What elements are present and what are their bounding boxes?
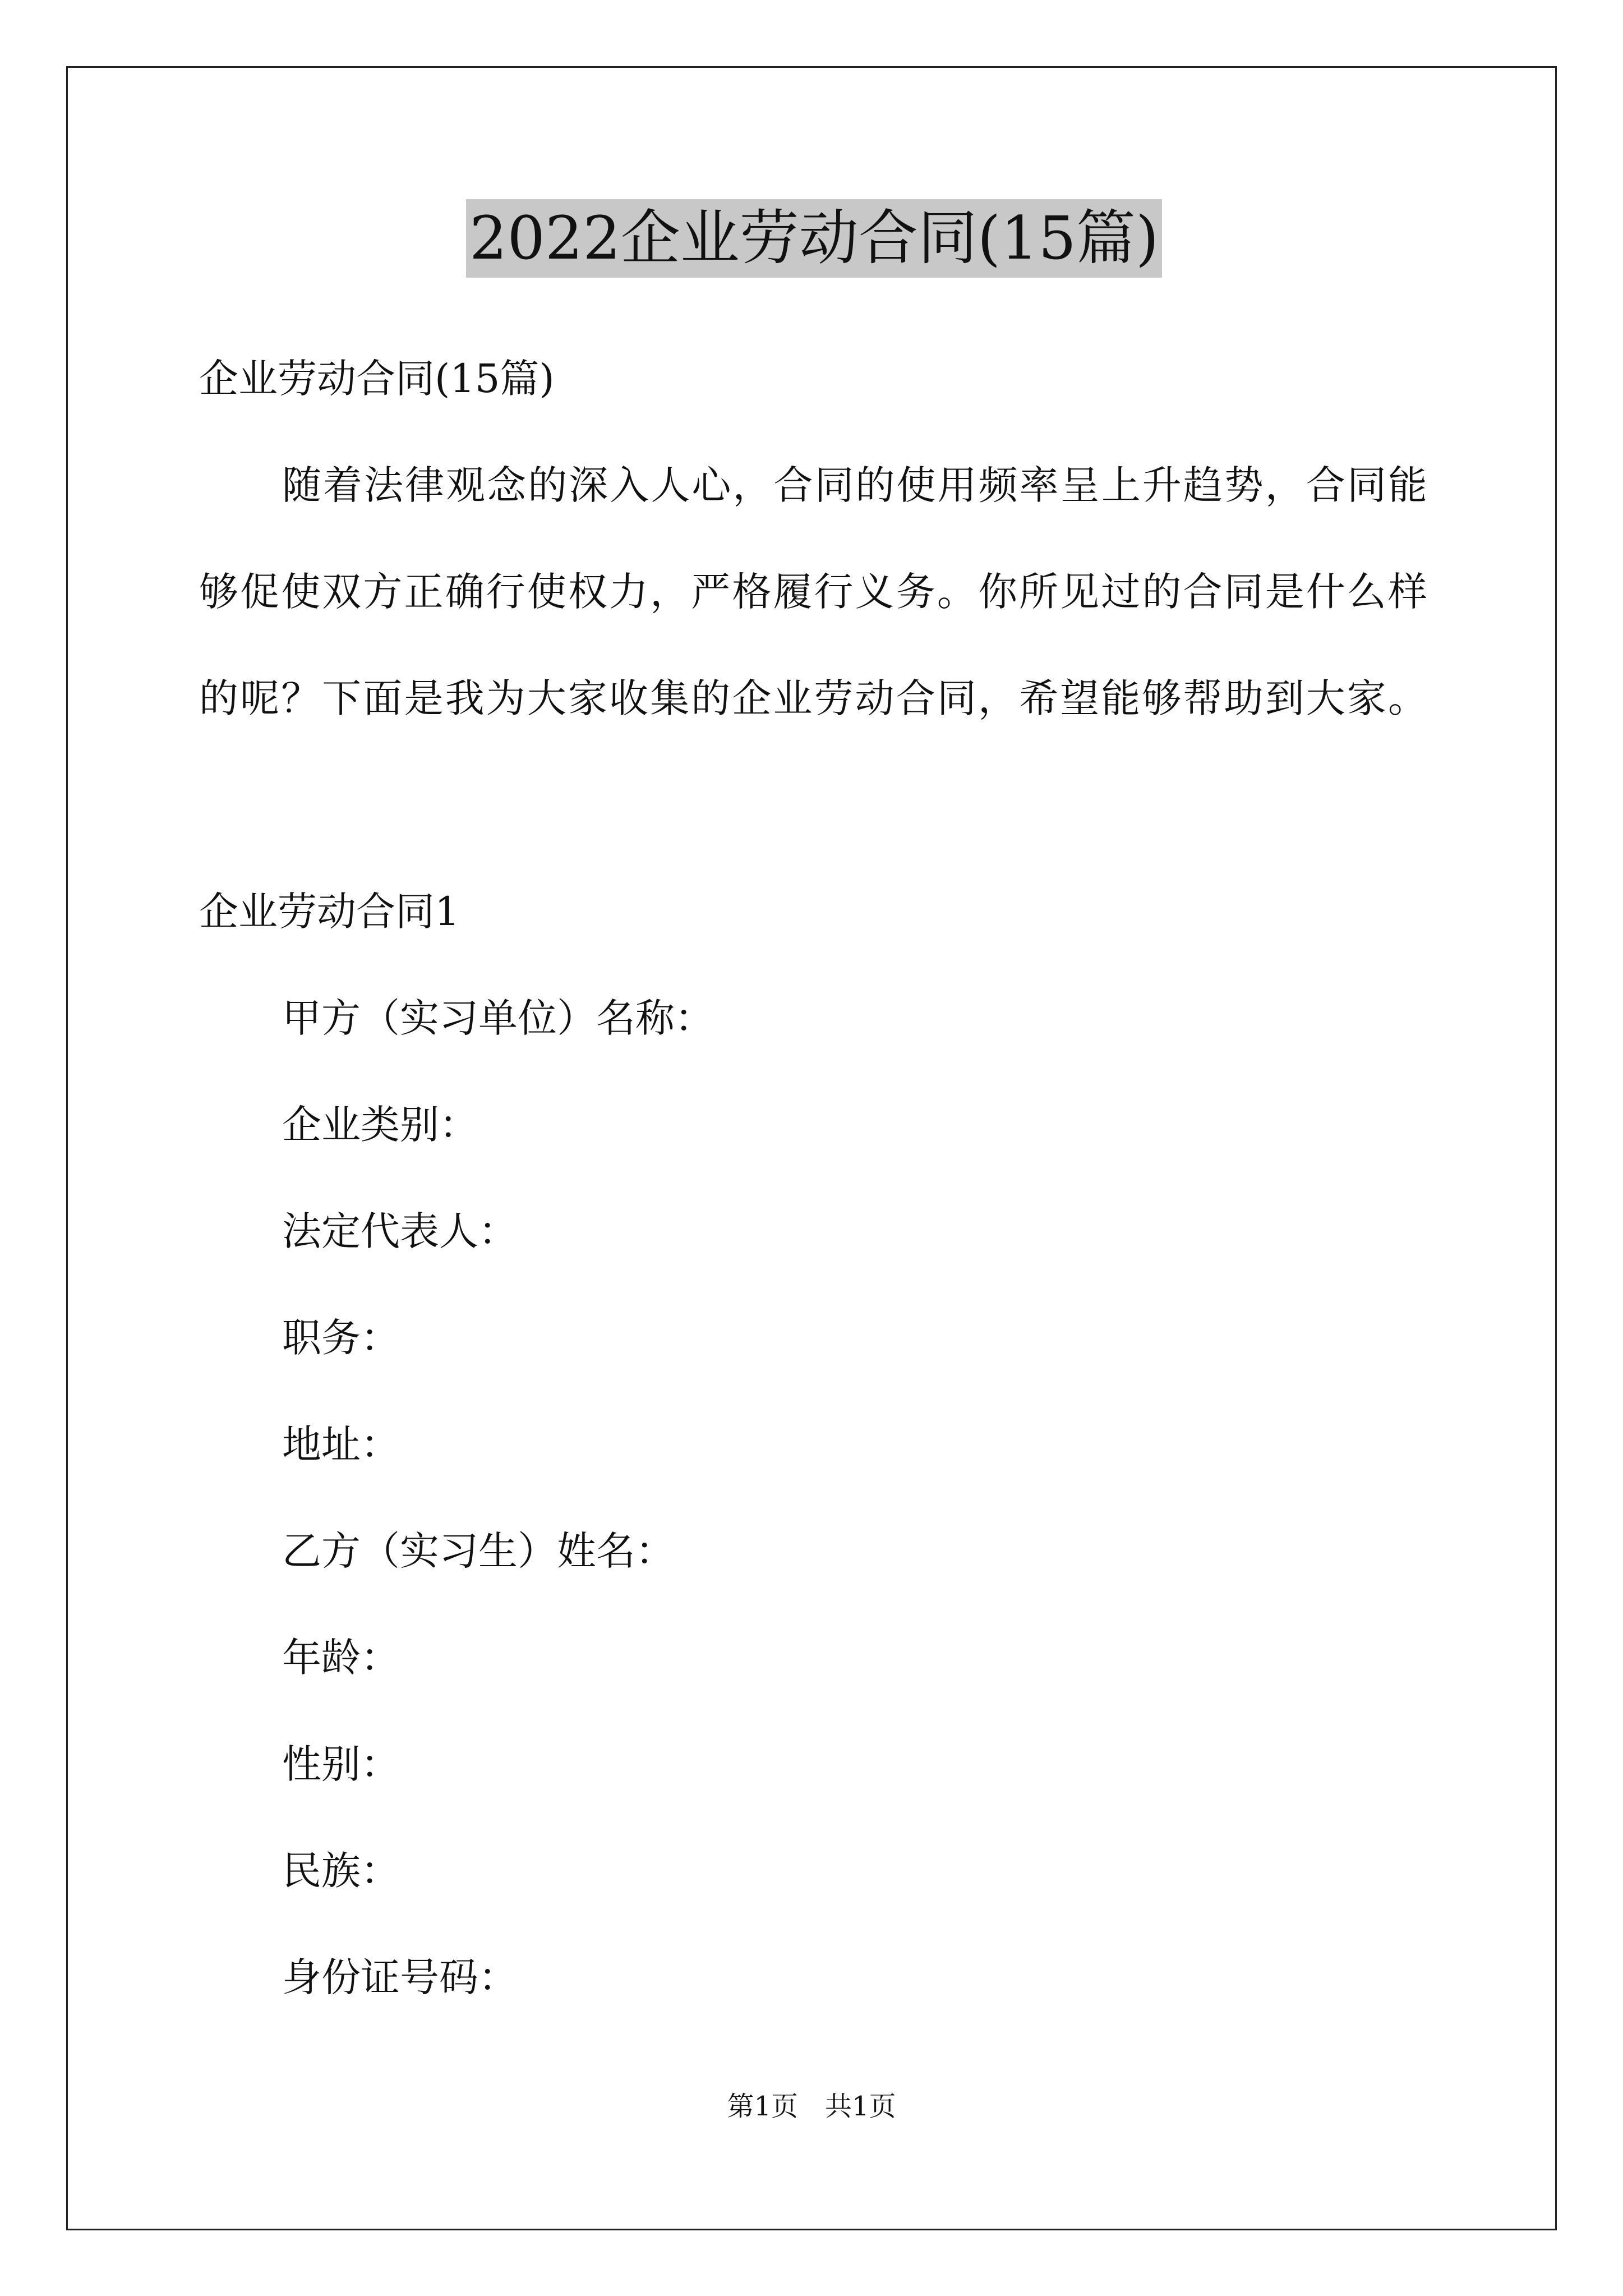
field-id-number: 身份证号码： [282, 1954, 518, 2000]
field-ethnicity: 民族： [282, 1848, 400, 1894]
field-party-b-name: 乙方（实习生）姓名： [282, 1528, 675, 1574]
field-enterprise-type: 企业类别： [282, 1102, 478, 1148]
field-gender: 性别： [282, 1741, 400, 1787]
intro-line-1: 随着法律观念的深入人心，合同的使用频率呈上升趋势，合同能 [282, 462, 1427, 508]
page-number-footer: 第1页 共1页 [727, 2091, 896, 2122]
intro-line-2: 够促使双方正确行使权力，严格履行义务。你所见过的合同是什么样 [199, 569, 1427, 615]
field-position: 职务： [282, 1315, 400, 1361]
field-age: 年龄： [282, 1635, 400, 1681]
field-party-a-name: 甲方（实习单位）名称： [282, 995, 714, 1041]
intro-line-3: 的呢？下面是我为大家收集的企业劳动合同，希望能够帮助到大家。 [199, 675, 1427, 721]
field-address: 地址： [282, 1421, 400, 1467]
document-title: 2022企业劳动合同(15篇) [466, 199, 1162, 278]
section-heading: 企业劳动合同1 [199, 889, 460, 935]
document-subtitle: 企业劳动合同(15篇) [199, 356, 555, 402]
field-legal-representative: 法定代表人： [282, 1208, 518, 1254]
